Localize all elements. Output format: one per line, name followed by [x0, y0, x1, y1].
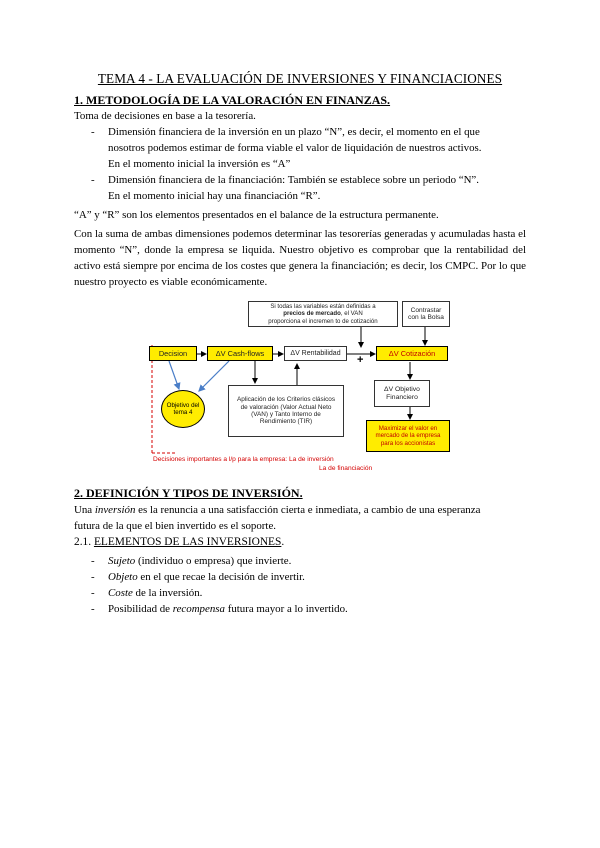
- market-line-3: , el VAN: [340, 310, 363, 318]
- market-prices-box: [248, 301, 398, 327]
- subsection-2-1: [74, 536, 284, 548]
- bullet-1-line-3: En el momento inicial la inversión es “A”: [108, 158, 291, 170]
- item-em: recompensa: [172, 603, 225, 615]
- definition-line-1: [74, 502, 526, 518]
- item-rest: de la inversión.: [132, 587, 203, 599]
- market-line-4: proporciona el incremen to de cotización: [268, 317, 378, 325]
- def-rest: es la renuncia a una satisfacción cierta e inmediata, a cambio de una esperanza: [135, 504, 481, 516]
- item-pre: Posibilidad de: [108, 603, 173, 615]
- maximizar-box: Maximizar el valor en mercado de la empresa para los accionistas: [366, 420, 450, 452]
- bolsa-box: Contrastar con la Bolsa: [402, 301, 450, 327]
- def-pre: Una: [74, 504, 95, 516]
- arrow-cashflows-objetivo: [199, 361, 229, 391]
- bullet-marker: -: [91, 174, 95, 186]
- page-title: TEMA 4 - LA EVALUACIÓN DE INVERSIONES Y FINANCIACIONES: [97, 71, 503, 86]
- item-em: Coste: [108, 587, 133, 599]
- item-sujeto: [108, 553, 528, 569]
- item-marker: -: [91, 603, 95, 615]
- item-rest: en el que recae la decisión de invertir.: [137, 571, 305, 583]
- item-coste: [108, 585, 528, 601]
- bullet-2-line-2: En el momento inicial hay una financiación “R”.: [108, 190, 321, 202]
- market-bold: precios de mercado: [283, 310, 341, 318]
- decisiones-text-1: Decisiones importantes a l/p para la empresa: La de inversión: [153, 456, 334, 463]
- paragraph-a-r: “A” y “R” son los elementos presentados en el balance de la estructura permanente.: [74, 209, 439, 221]
- item-marker: -: [91, 555, 95, 567]
- item-rest: (individuo o empresa) que invierte.: [135, 555, 292, 567]
- def-word: inversión: [94, 504, 136, 516]
- item-rest: futura mayor a lo invertido.: [224, 603, 348, 615]
- rentabilidad-box: ΔV Rentabilidad: [284, 346, 347, 361]
- market-line-1: Si todas las variables están definidas a: [270, 302, 376, 310]
- item-em: Sujeto: [108, 555, 136, 567]
- item-marker: -: [91, 587, 95, 599]
- section-1-intro: Toma de decisiones en base a la tesorería.: [74, 110, 256, 122]
- sub-num: 2.1.: [74, 536, 94, 548]
- sub-title: ELEMENTOS DE LAS INVERSIONES: [93, 536, 282, 548]
- paragraph-sum: Con la suma de ambas dimensiones podemos determinar las tesorerías generadas y acumuladas hasta el momento “N”, donde la empresa se liquida. Nuestro objetivo es comprobar que la rentabilidad del activo está siempre por encima de los costes que genera la financiación; es decir, los CMPC. Por lo que nuestro proyecto es viable económicamente.: [74, 228, 526, 288]
- plus-sign: +: [357, 354, 364, 366]
- cotizacion-box: ΔV Cotización: [376, 346, 448, 361]
- market-line-2: [283, 310, 362, 317]
- criterios-box: Aplicación de los Criterios clásicos de valoración (Valor Actual Neto (VAN) y Tanto Interno de Rendimiento (TIR): [228, 385, 344, 437]
- definition-line-2: futura de la que el bien invertido es el soporte.: [74, 520, 277, 532]
- valuation-diagram: [147, 299, 459, 475]
- bullet-1-line-2: nosotros podemos estimar de forma viable el valor de liquidación de nuestros activos.: [108, 142, 482, 154]
- bullet-1-line-1: Dimensión financiera de la inversión en un plazo “N”, es decir, el momento en el que: [108, 126, 480, 138]
- objetivo-tema-circle: Objetivo del tema 4: [161, 390, 205, 428]
- decision-box: Decision: [149, 346, 197, 361]
- bullet-2-line-1: Dimensión financiera de la financiación: También se establece sobre un periodo “N”.: [108, 174, 479, 186]
- sub-dot: .: [281, 536, 285, 548]
- item-marker: -: [91, 571, 95, 583]
- bullet-marker: -: [91, 126, 95, 138]
- objetivo-financiero-box: ΔV Objetivo Financiero: [374, 380, 430, 407]
- arrow-decision-objetivo: [169, 361, 179, 389]
- decisiones-text-2: La de financiación: [319, 465, 373, 472]
- item-objeto: [108, 569, 528, 585]
- cashflows-box: ΔV Cash-flows: [207, 346, 273, 361]
- item-em: Objeto: [108, 571, 138, 583]
- item-recompensa: [108, 601, 528, 617]
- section-2-heading: 2. DEFINICIÓN Y TIPOS DE INVERSIÓN.: [74, 486, 303, 500]
- section-1-heading: 1. METODOLOGÍA DE LA VALORACIÓN EN FINANZAS.: [74, 93, 391, 107]
